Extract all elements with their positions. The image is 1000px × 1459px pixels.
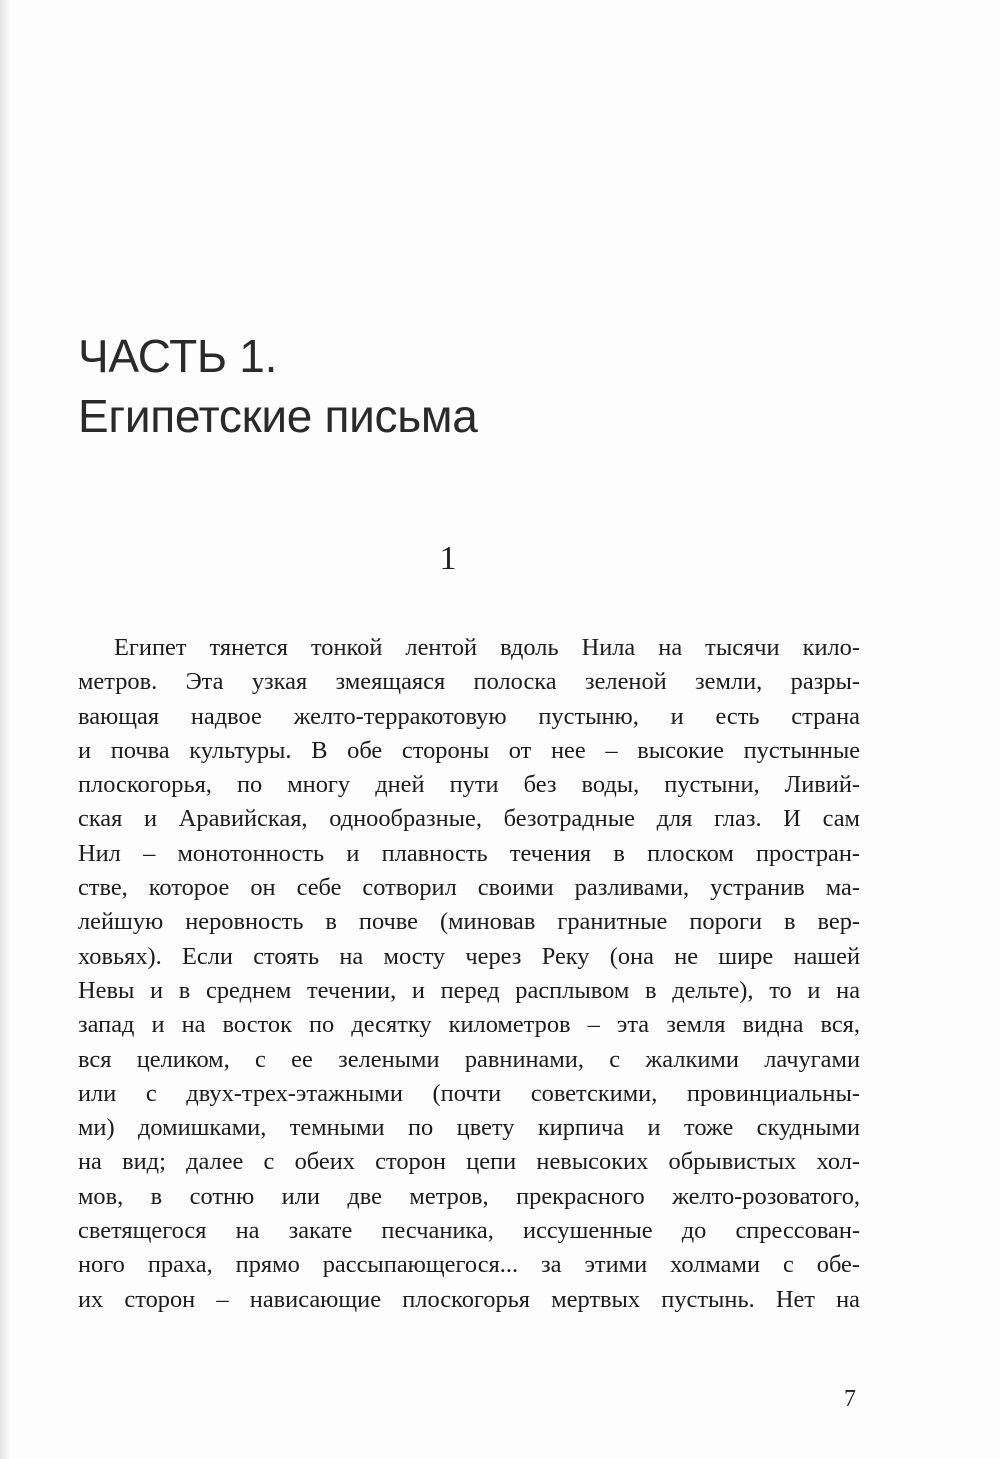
text-line: лейшую неровность в почве (миновав гранитные пороги в вер- [78,908,861,936]
page-number: 7 [844,1386,856,1412]
text-line: стве, которое он себе сотворил своими разливами, устранив ма- [78,874,860,902]
text-line: ховьях). Если стоять на мосту через Реку (она не шире нашей [78,942,861,970]
text-line: на вид; далее с обеих сторон цепи невысоких обрывистых хол- [78,1148,860,1176]
text-line: Нил – монотонность и плавность течения в плоском простран- [78,839,861,867]
text-line: или с двух-трех-этажными (почти советскими, провинциальны- [78,1079,860,1107]
text-line: вающая надвое желто-терракотовую пустыню, и есть страна [78,702,860,730]
text-line: метров. Эта узкая змеящаяся полоска зеленой земли, разры- [78,668,860,696]
text-line: ская и Аравийская, однообразные, безотрадные для глаз. И сам [78,805,860,833]
text-line: запад и на восток по десятку километров – эта земля видна вся, [78,1011,860,1039]
scan-shadow-edge [0,0,10,1459]
text-line: светящегося на закате песчаника, иссушенные до спрессован- [78,1217,861,1245]
part-title-line-1: ЧАСТЬ 1. [78,330,278,382]
text-line: и почва культуры. В обе стороны от нее – высокие пустынные [78,736,861,764]
text-line: плоскогорья, по многу дней пути без воды, пустыни, Ливий- [78,771,861,799]
text-line: их сторон – нависающие плоскогорья мертвых пустынь. Нет на [78,1285,860,1313]
text-line: ного праха, прямо рассыпающегося... за этими холмами с обе- [78,1251,861,1279]
text-line: мов, в сотню или две метров, прекрасного желто-розоватого, [78,1182,860,1210]
body-paragraph [78,631,860,1317]
section-number: 1 [439,540,457,577]
text-line: вся целиком, с ее зелеными равнинами, с жалкими лачугами [78,1045,860,1073]
text-line: Египет тянется тонкой лентой вдоль Нила на тысячи кило- [114,634,860,661]
text-line: Невы и в среднем течении, и перед расплывом в дельте), то и на [78,976,861,1004]
part-heading [78,326,478,446]
part-title-line-2: Египетские письма [78,390,478,442]
text-line: ми) домишками, темными по цвету кирпича и тоже скудными [78,1114,861,1142]
